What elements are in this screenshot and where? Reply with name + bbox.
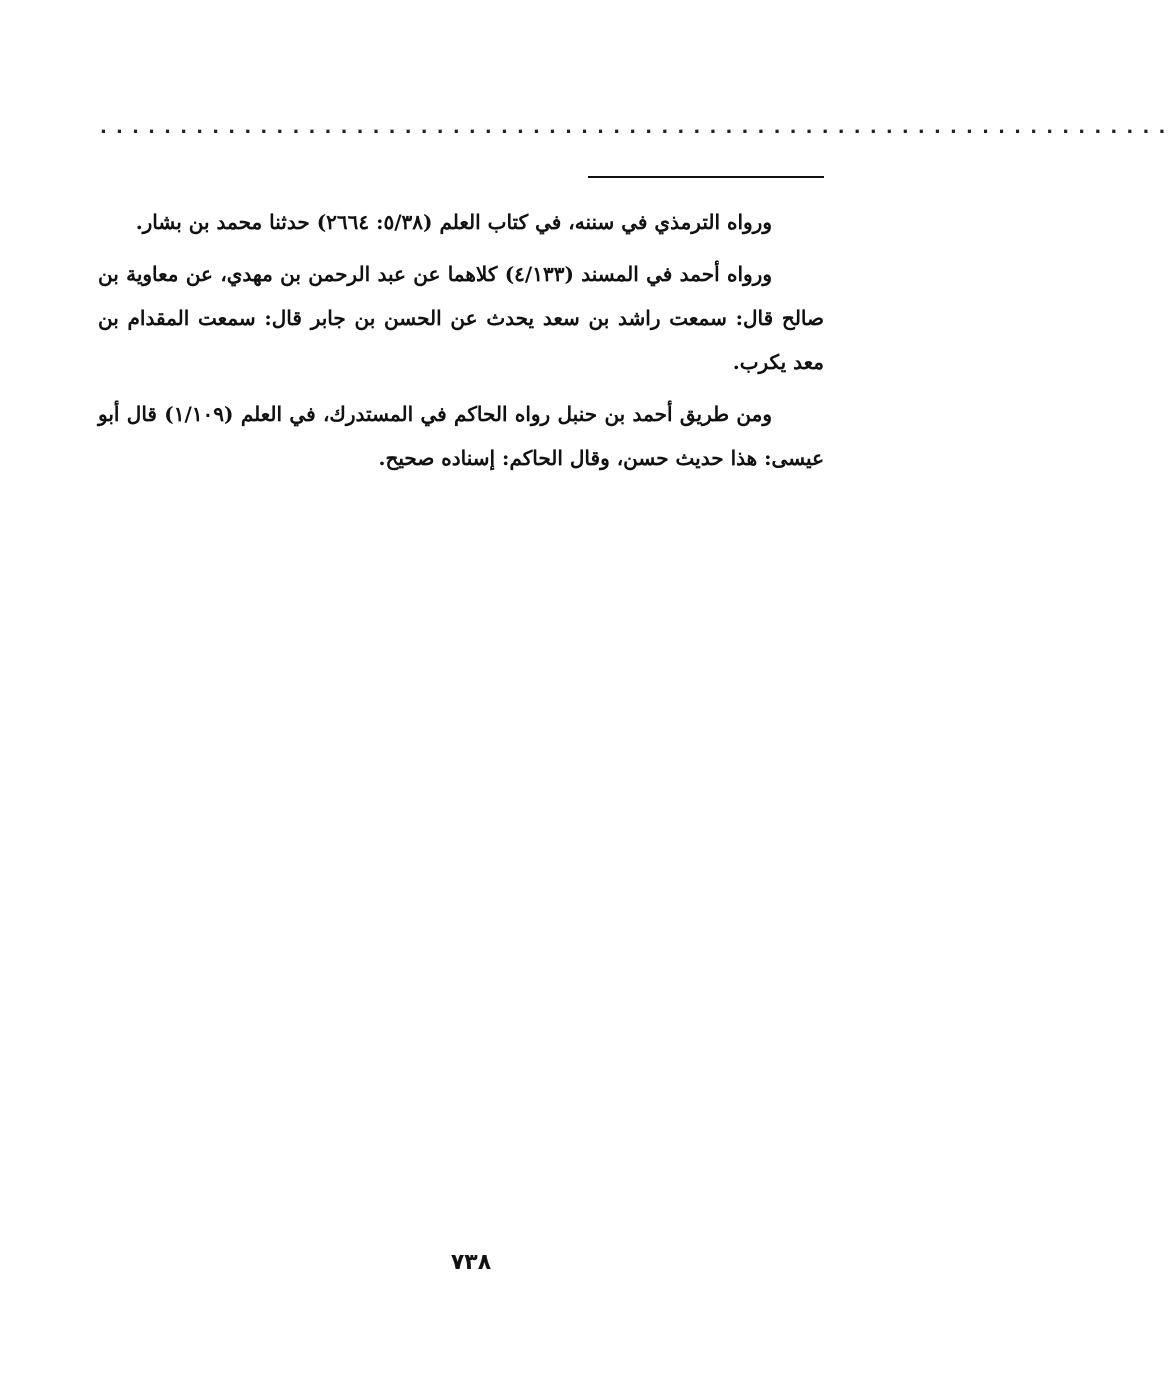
page-number: ٧٣٨	[450, 1250, 492, 1275]
dotted-separator: ...................................................................	[100, 117, 1175, 138]
footnotes-block	[98, 200, 824, 488]
footnote-paragraph: ورواه أحمد في المسند (٤/١٣٣) كلاهما عن عبد الرحمن بن مهدي، عن معاوية بن صالح قال: سمعت راشد بن سعد يحدث عن الحسن بن جابر قال: سمعت المقدام بن معد يكرب.	[98, 262, 824, 374]
footnote-paragraph: ورواه الترمذي في سننه، في كتاب العلم (٥/٣٨: ٢٦٦٤) حدثنا محمد بن بشار.	[135, 210, 772, 234]
footnote-paragraph: ومن طريق أحمد بن حنبل رواه الحاكم في المستدرك، في العلم (١/١٠٩) قال أبو عيسى: هذا حديث حسن، وقال الحاكم: إسناده صحيح.	[98, 402, 824, 470]
footnote-rule	[588, 176, 824, 178]
